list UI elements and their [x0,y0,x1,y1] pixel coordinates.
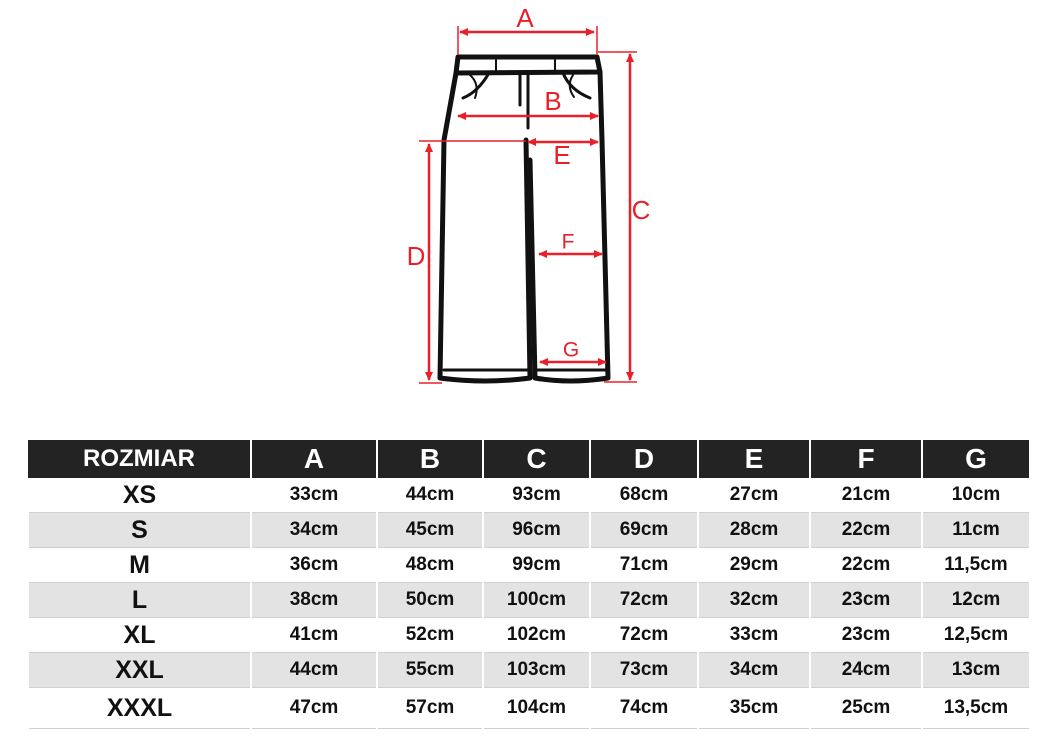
table-cell: 27cm [698,478,810,513]
table-cell: 99cm [483,548,590,583]
table-cell: 24cm [810,653,922,688]
table-cell: 13,5cm [922,688,1029,729]
table-cell: 23cm [810,583,922,618]
column-header-size: ROZMIAR [28,440,251,478]
table-cell: 34cm [251,513,377,548]
table-cell: 96cm [483,513,590,548]
table-cell: 12,5cm [922,618,1029,653]
table-cell: 22cm [810,548,922,583]
size-cell: L [28,583,251,618]
table-cell: 33cm [698,618,810,653]
table-row [28,548,1029,583]
table-cell: 23cm [810,618,922,653]
table-cell: 50cm [377,583,483,618]
table-cell: 44cm [251,653,377,688]
table-cell: 10cm [922,478,1029,513]
table-cell: 38cm [251,583,377,618]
measure-label-g: G [562,338,580,362]
table-cell: 36cm [251,548,377,583]
table-cell: 11,5cm [922,548,1029,583]
table-row [28,653,1029,688]
table-cell: 68cm [590,478,698,513]
table-cell: 74cm [590,688,698,729]
size-cell: M [28,548,251,583]
column-header-b: B [377,440,483,478]
table-cell: 33cm [251,478,377,513]
table-cell: 72cm [590,583,698,618]
table-cell: 55cm [377,653,483,688]
table-row [28,513,1029,548]
table-cell: 100cm [483,583,590,618]
table-cell: 34cm [698,653,810,688]
trousers-icon [440,57,608,381]
table-header-row [28,440,1029,478]
table-cell: 35cm [698,688,810,729]
table-cell: 28cm [698,513,810,548]
table-cell: 25cm [810,688,922,729]
column-header-e: E [698,440,810,478]
column-header-f: F [810,440,922,478]
size-chart-table [27,440,1029,729]
table-cell: 71cm [590,548,698,583]
table-cell: 11cm [922,513,1029,548]
measure-label-a: A [516,3,534,33]
table-cell: 13cm [922,653,1029,688]
table-cell: 72cm [590,618,698,653]
table-row [28,618,1029,653]
measure-label-f: F [561,230,575,254]
column-header-c: C [483,440,590,478]
table-cell: 93cm [483,478,590,513]
table-cell: 21cm [810,478,922,513]
size-cell: XXXL [28,688,251,729]
size-cell: XXL [28,653,251,688]
table-row [28,583,1029,618]
measure-label-d: D [406,241,426,271]
measure-label-c: C [631,195,651,225]
table-cell: 48cm [377,548,483,583]
table-cell: 103cm [483,653,590,688]
table-cell: 69cm [590,513,698,548]
column-header-d: D [590,440,698,478]
column-header-a: A [251,440,377,478]
table-cell: 57cm [377,688,483,729]
size-cell: S [28,513,251,548]
column-header-g: G [922,440,1029,478]
table-cell: 44cm [377,478,483,513]
table-cell: 73cm [590,653,698,688]
table-cell: 29cm [698,548,810,583]
measure-label-b: B [544,86,562,116]
size-cell: XL [28,618,251,653]
table-cell: 22cm [810,513,922,548]
size-cell: XS [28,478,251,513]
table-cell: 52cm [377,618,483,653]
table-cell: 12cm [922,583,1029,618]
table-cell: 45cm [377,513,483,548]
table-cell: 102cm [483,618,590,653]
table-row [28,478,1029,513]
table-cell: 47cm [251,688,377,729]
table-cell: 104cm [483,688,590,729]
table-cell: 41cm [251,618,377,653]
measure-label-e: E [553,140,571,170]
table-cell: 32cm [698,583,810,618]
table-row [28,688,1029,729]
